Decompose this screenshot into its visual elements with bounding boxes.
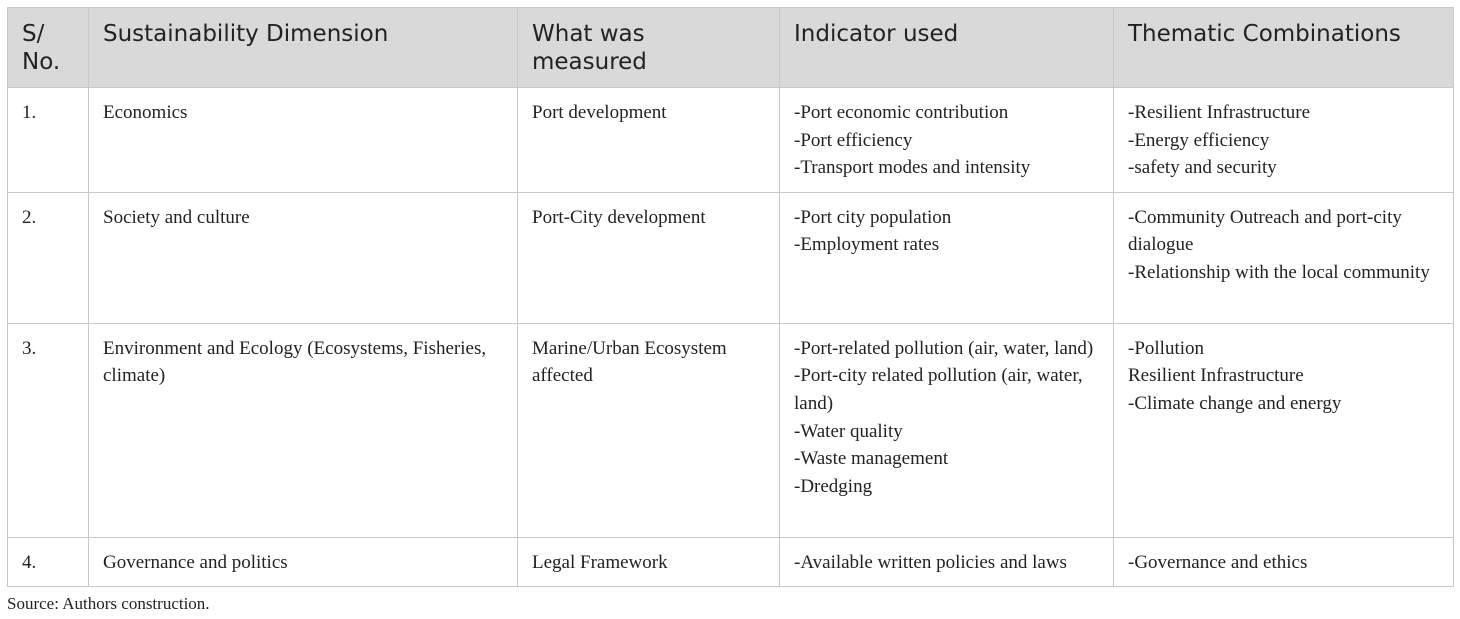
row-number-cell: 2. (8, 192, 89, 323)
header-sno (8, 8, 89, 88)
dimension-cell: Society and culture (89, 192, 518, 323)
table-row (8, 323, 1454, 537)
dimension-cell: Governance and politics (89, 537, 518, 587)
header-measured: What was measured (518, 8, 780, 88)
theme-item: -Community Outreach and port-city dialogue (1128, 206, 1402, 256)
sustainability-table (7, 7, 1454, 587)
indicator-cell (780, 537, 1114, 587)
indicator-cell (780, 192, 1114, 323)
indicator-item: -Available written policies and laws (794, 551, 1067, 573)
indicator-item: -Port economic contribution (794, 102, 1009, 123)
indicator-item: -Port-related pollution (air, water, land) (794, 337, 1094, 359)
indicator-item: -Transport modes and intensity (794, 157, 1031, 179)
indicator-item: -Employment rates (794, 234, 940, 256)
table-row (8, 537, 1454, 587)
measured-cell: Marine/Urban Ecosystem affected (518, 323, 780, 537)
indicator-item: -Dredging (794, 475, 873, 497)
header-sno-line2: No. (22, 49, 61, 75)
theme-item: -Resilient Infrastructure (1128, 102, 1311, 123)
themes-cell (1114, 88, 1454, 193)
theme-item: -Pollution (1128, 337, 1205, 359)
themes-cell (1114, 323, 1454, 537)
theme-item: -safety and security (1128, 157, 1277, 179)
header-sno-line1: S/ (22, 21, 45, 47)
measured-cell: Port development (518, 88, 780, 193)
dimension-cell: Environment and Ecology (Ecosystems, Fisheries, climate) (89, 323, 518, 537)
indicator-item: -Water quality (794, 420, 903, 442)
table-row (8, 88, 1454, 193)
indicator-cell (780, 88, 1114, 193)
header-indicator: Indicator used (780, 8, 1114, 88)
indicator-item: -Port-city related pollution (air, water, land) (794, 365, 1083, 414)
themes-cell (1114, 192, 1454, 323)
header-themes: Thematic Combinations (1114, 8, 1454, 88)
table-row (8, 192, 1454, 323)
sustainability-table-container (7, 7, 1453, 587)
theme-item: -Relationship with the local community (1128, 261, 1430, 283)
theme-item: -Energy efficiency (1128, 129, 1270, 151)
row-number-cell: 4. (8, 537, 89, 587)
table-source-caption: Source: Authors construction. (7, 594, 210, 613)
measured-cell: Port-City development (518, 192, 780, 323)
indicator-item: -Port city population (794, 206, 952, 228)
dimension-cell: Economics (89, 88, 518, 193)
themes-cell (1114, 537, 1454, 587)
theme-item: Resilient Infrastructure (1128, 365, 1304, 387)
indicator-item: -Waste management (794, 448, 949, 470)
table-header-row (8, 8, 1454, 88)
indicator-item: -Port efficiency (794, 129, 913, 151)
indicator-cell (780, 323, 1114, 537)
row-number-cell: 3. (8, 323, 89, 537)
theme-item: -Governance and ethics (1128, 551, 1308, 573)
header-dimension: Sustainability Dimension (89, 8, 518, 88)
theme-item: -Climate change and energy (1128, 392, 1342, 414)
row-number-cell: 1. (8, 88, 89, 193)
measured-cell: Legal Framework (518, 537, 780, 587)
